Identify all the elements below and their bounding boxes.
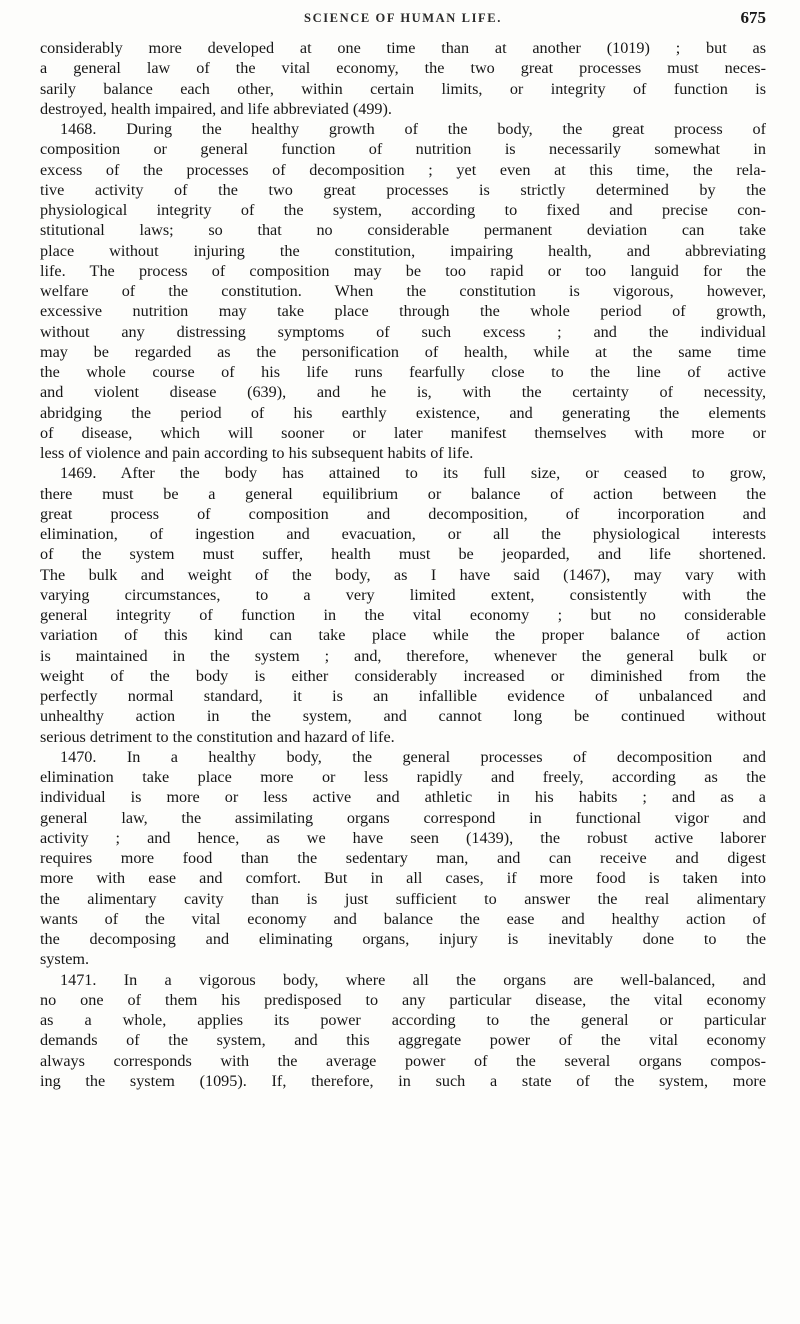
text-line: unhealthy action in the system, and cannot long be continued without: [40, 707, 766, 726]
text-line: of disease, which will sooner or later manifest themselves with more or: [40, 423, 766, 442]
text-line: the decomposing and eliminating organs, injury is inevitably done to the: [40, 930, 766, 948]
text-line: the alimentary cavity than is just sufficient to answer the real alimentary: [40, 889, 766, 908]
text-line: is maintained in the system ; and, therefore, whenever the general bulk or: [40, 646, 766, 665]
text-line: of the system must suffer, health must be jeoparded, and life shortened.: [40, 545, 766, 564]
text-line: destroyed, health impaired, and life abbreviated (499).: [40, 99, 392, 118]
text-line: 1470. In a healthy body, the general processes of decomposition and: [60, 747, 766, 766]
text-line: excess of the processes of decomposition ; yet even at this time, the rela-: [40, 160, 766, 179]
text-line: welfare of the constitution. When the constitution is vigorous, however,: [40, 282, 766, 300]
text-line: individual is more or less active and athletic in his habits ; and as a: [40, 788, 766, 807]
text-line: requires more food than the sedentary man, and can receive and digest: [40, 849, 766, 867]
text-line: abridging the period of his earthly existence, and generating the elements: [40, 403, 766, 422]
text-line: life. The process of composition may be too rapid or too languid for the: [40, 261, 766, 280]
text-line: excessive nutrition may take place through the whole period of growth,: [40, 302, 766, 321]
text-line: 1468. During the healthy growth of the body, the great process of: [60, 120, 766, 138]
text-line: place without injuring the constitution, impairing health, and abbreviating: [40, 241, 766, 260]
text-line: weight of the body is either considerably increased or diminished from the: [40, 666, 766, 685]
running-head-title: SCIENCE OF HUMAN LIFE.: [304, 11, 502, 25]
text-line: there must be a general equilibrium or balance of action between the: [40, 484, 766, 503]
text-line: no one of them his predisposed to any particular disease, the vital economy: [40, 990, 766, 1009]
body-text: [40, 38, 766, 1091]
text-line: may be regarded as the personification of health, while at the same time: [40, 342, 766, 361]
text-line: 1469. After the body has attained to its full size, or ceased to grow,: [60, 464, 766, 483]
text-line: general law, the assimilating organs correspond in functional vigor and: [40, 808, 766, 827]
text-line: more with ease and comfort. But in all cases, if more food is taken into: [40, 869, 766, 888]
text-line: elimination take place more or less rapidly and freely, according as the: [40, 768, 766, 786]
text-line: physiological integrity of the system, according to fixed and precise con-: [40, 201, 766, 219]
text-line: the whole course of his life runs fearfully close to the line of active: [40, 363, 766, 381]
text-line: tive activity of the two great processes is strictly determined by the: [40, 180, 766, 199]
text-line: and violent disease (639), and he is, with the certainty of necessity,: [40, 383, 766, 402]
text-line: great process of composition and decomposition, of incorporation and: [40, 504, 766, 523]
text-line: composition or general function of nutrition is necessarily somewhat in: [40, 140, 766, 159]
text-line: sarily balance each other, within certain limits, or integrity of function is: [40, 79, 766, 98]
text-line: less of violence and pain according to his subsequent habits of life.: [40, 444, 474, 462]
text-line: elimination, of ingestion and evacuation, or all the physiological interests: [40, 525, 766, 543]
text-line: serious detriment to the constitution and hazard of life.: [40, 727, 395, 746]
text-line: varying circumstances, to a very limited extent, consistently with the: [40, 585, 766, 604]
text-line: stitutional laws; so that no considerable permanent deviation can take: [40, 221, 766, 240]
text-line: system.: [40, 950, 90, 969]
text-line: variation of this kind can take place while the proper balance of action: [40, 626, 766, 645]
text-line: activity ; and hence, as we have seen (1439), the robust active laborer: [40, 828, 766, 847]
text-line: perfectly normal standard, it is an infallible evidence of unbalanced and: [40, 687, 766, 705]
page-number: 675: [740, 8, 766, 27]
text-line: The bulk and weight of the body, as I have said (1467), may vary with: [40, 565, 766, 584]
running-head: [40, 8, 766, 28]
text-line: ing the system (1095). If, therefore, in such a state of the system, more: [40, 1071, 766, 1090]
text-line: without any distressing symptoms of such excess ; and the individual: [40, 322, 766, 341]
text-line: considerably more developed at one time than at another (1019) ; but as: [40, 39, 766, 57]
text-line: a general law of the vital economy, the two great processes must neces-: [40, 59, 766, 78]
text-line: general integrity of function in the vital economy ; but no considerable: [40, 606, 766, 624]
text-line: always corresponds with the average power of the several organs compos-: [40, 1051, 766, 1070]
text-line: demands of the system, and this aggregate power of the vital economy: [40, 1031, 766, 1050]
text-line: as a whole, applies its power according to the general or particular: [40, 1011, 766, 1029]
text-line: 1471. In a vigorous body, where all the organs are well-balanced, and: [60, 970, 766, 989]
text-line: wants of the vital economy and balance the ease and healthy action of: [40, 909, 766, 928]
